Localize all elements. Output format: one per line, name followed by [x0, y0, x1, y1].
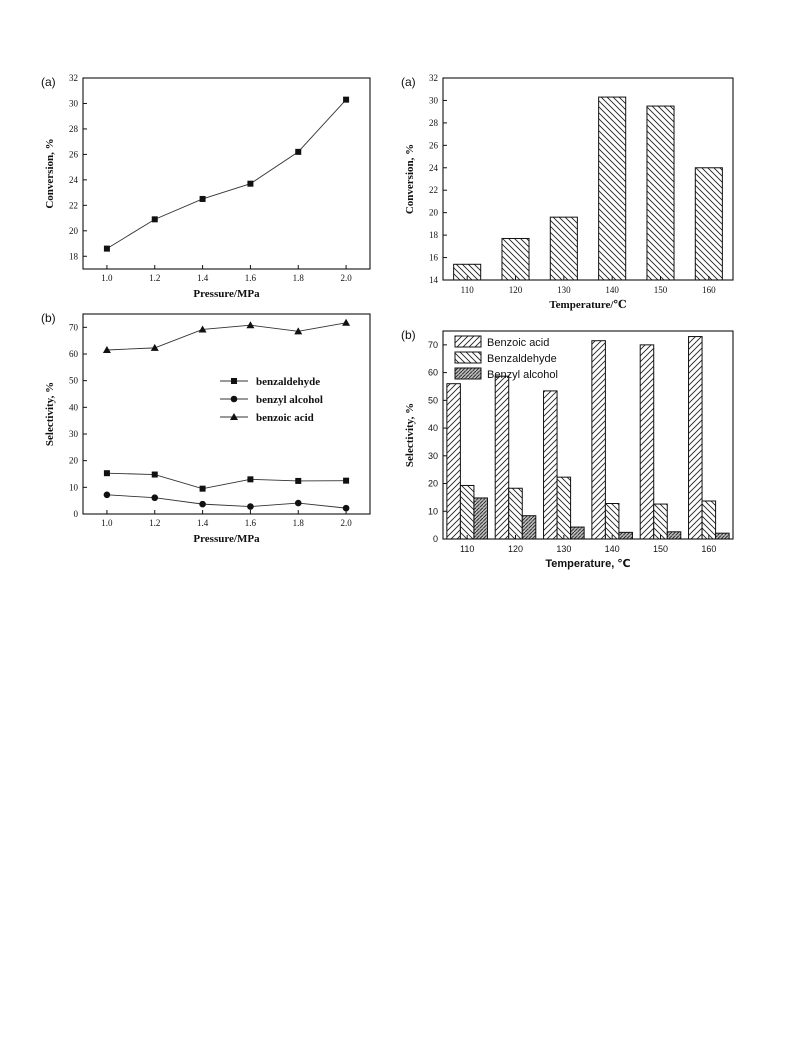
data-point [104, 492, 111, 499]
panel-label: (a) [401, 75, 416, 89]
y-tick-label: 28 [69, 123, 78, 134]
x-axis-label: Pressure/MPa [193, 288, 260, 300]
data-point [247, 181, 253, 187]
data-point [295, 478, 301, 484]
legend-swatch [455, 352, 481, 363]
y-tick-label: 30 [69, 429, 78, 439]
bar [509, 488, 523, 539]
y-tick-label: 50 [427, 395, 438, 406]
data-point [247, 503, 254, 510]
data-point [151, 344, 159, 351]
y-tick-label: 24 [429, 162, 438, 173]
legend-swatch [455, 336, 481, 347]
series-line [107, 473, 346, 488]
x-tick-label: 1.6 [244, 518, 257, 528]
data-point [247, 476, 253, 482]
legend-label: benzyl alcohol [256, 394, 323, 406]
y-tick-label: 40 [69, 402, 78, 413]
y-tick-label: 20 [69, 225, 78, 236]
y-tick-label: 24 [69, 174, 78, 185]
y-tick-label: 22 [69, 200, 78, 211]
y-axis-label: Selectivity, % [44, 381, 56, 447]
bar [447, 384, 461, 539]
data-point [343, 97, 349, 103]
bar [689, 337, 703, 539]
y-tick-label: 26 [429, 140, 438, 151]
y-tick-label: 18 [69, 251, 78, 262]
x-tick-label: 140 [605, 285, 619, 295]
x-tick-label: 110 [460, 285, 474, 295]
x-tick-label: 120 [508, 285, 523, 295]
x-tick-label: 1.8 [292, 518, 304, 528]
data-point [342, 319, 350, 326]
panel-label: (a) [41, 75, 56, 89]
data-point [295, 500, 302, 507]
bar [544, 391, 558, 539]
data-point [295, 149, 301, 155]
x-tick-label: 160 [701, 544, 717, 554]
y-axis-label: Selectivity, % [404, 402, 416, 468]
y-tick-label: 10 [427, 506, 438, 517]
x-tick-label: 130 [557, 285, 571, 295]
y-tick-label: 0 [432, 534, 438, 544]
y-tick-label: 20 [429, 207, 438, 218]
bar [654, 504, 668, 539]
x-tick-label: 2.0 [340, 273, 352, 283]
bar [571, 527, 585, 539]
y-tick-label: 40 [427, 423, 438, 434]
x-axis-label: Temperature/℃ [549, 299, 627, 311]
y-tick-label: 32 [69, 73, 78, 83]
legend-marker [230, 413, 238, 420]
x-tick-label: 150 [653, 285, 668, 295]
x-tick-label: 1.4 [196, 273, 209, 283]
bar [599, 97, 626, 280]
x-tick-label: 2.0 [340, 518, 352, 528]
y-tick-label: 30 [69, 98, 78, 109]
bar [605, 504, 619, 539]
bar [557, 477, 571, 539]
x-tick-label: 160 [702, 285, 716, 295]
y-tick-label: 50 [69, 375, 78, 386]
legend-marker [231, 396, 238, 403]
plot-area [83, 78, 370, 269]
legend-marker [231, 378, 237, 384]
x-axis-label: Temperature, ℃ [545, 558, 631, 570]
y-tick-label: 0 [73, 509, 78, 519]
bar [550, 217, 577, 280]
x-tick-label: 140 [604, 544, 620, 554]
bar [502, 238, 529, 280]
y-tick-label: 70 [69, 322, 78, 333]
legend-label: benzoic acid [256, 412, 314, 424]
data-point [151, 494, 158, 501]
y-tick-label: 30 [427, 450, 438, 461]
data-point [104, 470, 110, 476]
legend-label: Benzoic acid [487, 337, 550, 349]
legend-label: Benzyl alcohol [487, 369, 558, 381]
bar [592, 341, 606, 539]
y-tick-label: 16 [429, 252, 438, 263]
y-tick-label: 70 [427, 339, 438, 350]
bar [460, 485, 474, 539]
bar [716, 533, 730, 539]
data-point [200, 486, 206, 492]
bar [619, 532, 633, 539]
bar [640, 345, 654, 539]
y-tick-label: 20 [69, 455, 78, 466]
data-point [152, 472, 158, 478]
x-tick-label: 1.8 [292, 273, 304, 283]
y-tick-label: 14 [429, 275, 438, 285]
legend-swatch [455, 368, 481, 379]
data-point [343, 505, 350, 512]
bar [495, 376, 509, 539]
x-tick-label: 110 [459, 544, 475, 554]
data-point [246, 321, 254, 328]
y-tick-label: 32 [429, 73, 438, 83]
bar [474, 498, 488, 539]
bar [522, 516, 536, 539]
y-axis-label: Conversion, % [404, 143, 416, 215]
data-point [200, 196, 206, 202]
series-line [107, 495, 346, 508]
series-line [107, 100, 346, 249]
data-point [104, 246, 110, 252]
y-tick-label: 18 [429, 230, 438, 241]
plot-area [443, 78, 733, 280]
panel-label: (b) [41, 311, 56, 325]
data-point [152, 216, 158, 222]
bar [647, 106, 674, 280]
data-point [343, 478, 349, 484]
y-tick-label: 30 [429, 95, 438, 106]
bar [667, 532, 681, 539]
data-point [199, 501, 206, 508]
x-tick-label: 1.2 [149, 273, 161, 283]
x-tick-label: 1.4 [196, 518, 209, 528]
y-tick-label: 28 [429, 117, 438, 128]
x-tick-label: 1.0 [101, 273, 113, 283]
y-tick-label: 60 [69, 349, 78, 359]
x-tick-label: 130 [556, 544, 572, 554]
panel-label: (b) [401, 328, 416, 342]
y-axis-label: Conversion, % [44, 138, 56, 209]
y-tick-label: 26 [69, 149, 78, 160]
series-line [107, 323, 346, 350]
y-tick-label: 60 [427, 367, 438, 378]
y-tick-label: 20 [427, 478, 438, 489]
x-tick-label: 1.6 [244, 273, 257, 283]
legend-label: benzaldehyde [256, 376, 321, 388]
x-tick-label: 150 [652, 544, 669, 554]
x-axis-label: Pressure/MPa [193, 533, 260, 545]
x-tick-label: 1.0 [101, 518, 113, 528]
y-tick-label: 22 [429, 185, 438, 196]
x-tick-label: 120 [507, 544, 524, 554]
y-tick-label: 10 [69, 482, 78, 493]
bar [702, 501, 716, 539]
bar [695, 168, 722, 280]
legend-label: Benzaldehyde [487, 353, 557, 365]
x-tick-label: 1.2 [149, 518, 161, 528]
